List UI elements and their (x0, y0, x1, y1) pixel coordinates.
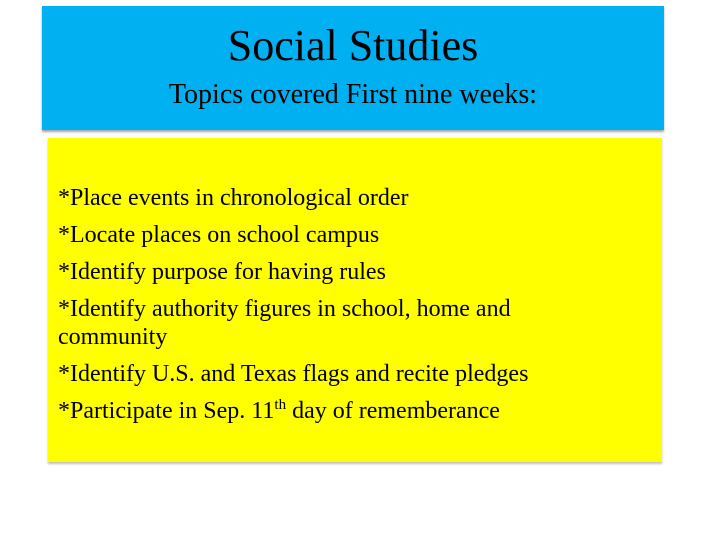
topic-item: *Locate places on school campus (58, 222, 380, 248)
slide-title: Social Studies (227, 21, 479, 70)
topic-item: *Place events in chronological order (58, 185, 409, 211)
topic-list (58, 184, 658, 434)
topic-item-sept-11 (58, 397, 658, 425)
title-banner (42, 6, 664, 130)
topic-item: *Identify purpose for having rules (58, 259, 386, 285)
topic-item: *Identify authority figures in school, home and community (58, 296, 511, 350)
topic-text-start: *Participate in Sep. 11 (58, 398, 275, 424)
ordinal-superscript: th (274, 397, 287, 413)
topic-text-end: day of rememberance (286, 398, 500, 424)
slide-subtitle: Topics covered First nine weeks: (168, 79, 538, 110)
topics-box (48, 138, 662, 462)
topic-item: *Identify U.S. and Texas flags and recite pledges (58, 361, 529, 387)
